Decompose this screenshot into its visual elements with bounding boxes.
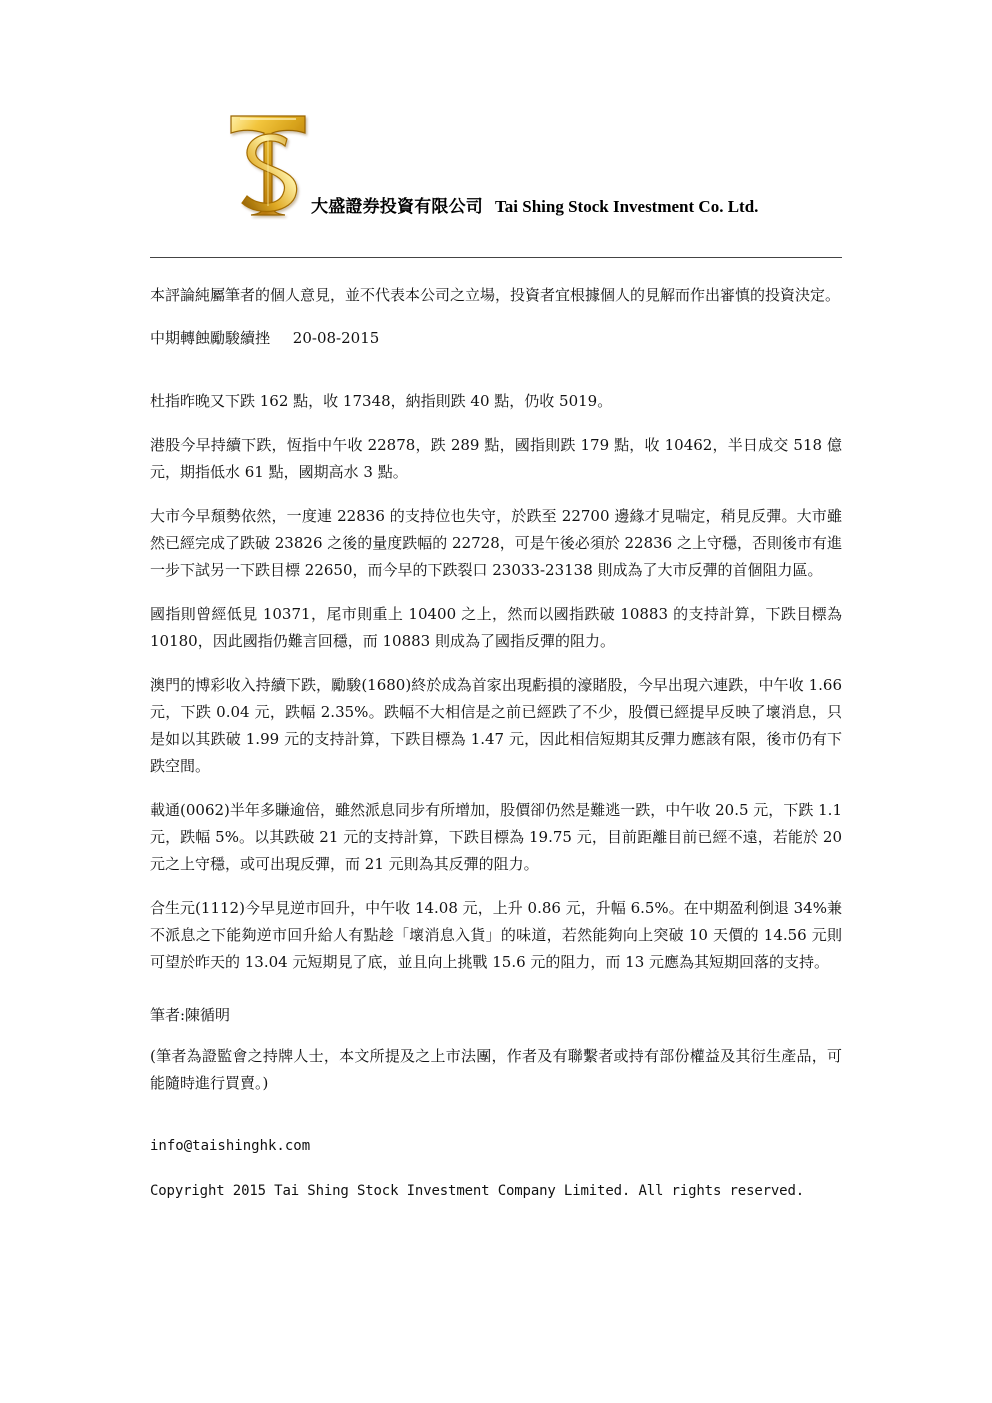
copyright-notice: Copyright 2015 Tai Shing Stock Investment Company Limited. All rights reserved. <box>150 1183 805 1199</box>
ts-gold-monogram-icon <box>225 108 311 220</box>
author-disclosure-note: (筆者為證監會之持牌人士，本文所提及之上市法團，作者及有聯繫者或持有部份權益及其衍生產品，可能隨時進行買賣。) <box>150 1047 842 1092</box>
letterhead <box>225 108 845 223</box>
disclaimer-paragraph: 本評論純屬筆者的個人意見，並不代表本公司之立場，投資者宜根據個人的見解而作出審慎的投資決定。 <box>150 286 841 304</box>
company-name-chinese: 大盛證券投資有限公司 <box>311 197 483 216</box>
contact-email: info@taishinghk.com <box>150 1138 311 1154</box>
article-body <box>150 282 842 1205</box>
company-name-line <box>311 198 758 216</box>
company-name-english: Tai Shing Stock Investment Co. Ltd. <box>495 197 759 216</box>
stock-paragraph-biostime: 合生元(1112)今早見逆市回升，中午收 14.08 元，上升 0.86 元，升幅 6.5%。在中期盈利倒退 34%兼不派息之下能夠逆市回升給人有點趁「壞消息入貨」的味道，若然能夠向上突破 10 天價的 14.56 元則可望於昨天的 13.04 元短期見了底，並且向上挑戰 15.6 元的阻力，而 13 元應為其短期回落的支持。 <box>150 899 842 971</box>
article-date: 20-08-2015 <box>292 329 380 347</box>
stock-paragraph-transport: 載通(0062)半年多賺逾倍，雖然派息同步有所增加，股價卻仍然是難逃一跌，中午收 20.5 元，下跌 1.1 元，跌幅 5%。以其跌破 21 元的支持計算，下跌目標為 19.75 元，目前距離目前已經不遠，若能於 20 元之上守穩，或可出現反彈，而 21 元則為其反彈的阻力。 <box>150 801 842 873</box>
market-paragraph-index-support: 大市今早頹勢依然，一度連 22836 的支持位也失守，於跌至 22700 邊緣才見喘定，稍見反彈。大市雖然已經完成了跌破 23826 之後的量度跌幅的 22728，可是午後必須於 22836 之上守穩，否則後市有進一步下試另一下跌目標 22650，而今早的下跌裂口 23033-23138 則成為了大市反彈的首個阻力區。 <box>150 507 842 579</box>
author-line: 筆者:陳循明 <box>150 1006 231 1024</box>
article-title-row <box>150 325 842 352</box>
stock-paragraph-paradise: 澳門的博彩收入持續下跌，勵駿(1680)終於成為首家出現虧損的濠賭股，今早出現六連跌，中午收 1.66 元，下跌 0.04 元，跌幅 2.35%。跌幅不大相信是之前已經跌了不少，股價已經提早反映了壞消息，只是如以其跌破 1.99 元的支持計算，下跌目標為 1.47 元，因此相信短期其反彈力應該有限，後市仍有下跌空間。 <box>150 676 842 775</box>
article-title: 中期轉蝕勵駿續挫 <box>150 329 271 347</box>
market-paragraph-dow: 杜指昨晚又下跌 162 點，收 17348，納指則跌 40 點，仍收 5019。 <box>150 392 613 410</box>
market-paragraph-hong-kong: 港股今早持續下跌，恆指中午收 22878，跌 289 點，國指則跌 179 點，收 10462，半日成交 518 億元，期指低水 61 點，國期高水 3 點。 <box>150 436 842 481</box>
header-divider <box>150 257 842 258</box>
market-paragraph-china-index: 國指則曾經低見 10371，尾市則重上 10400 之上，然而以國指跌破 10883 的支持計算，下跌目標為 10180，因此國指仍難言回穩，而 10883 則成為了國指反彈的阻力。 <box>150 605 842 650</box>
